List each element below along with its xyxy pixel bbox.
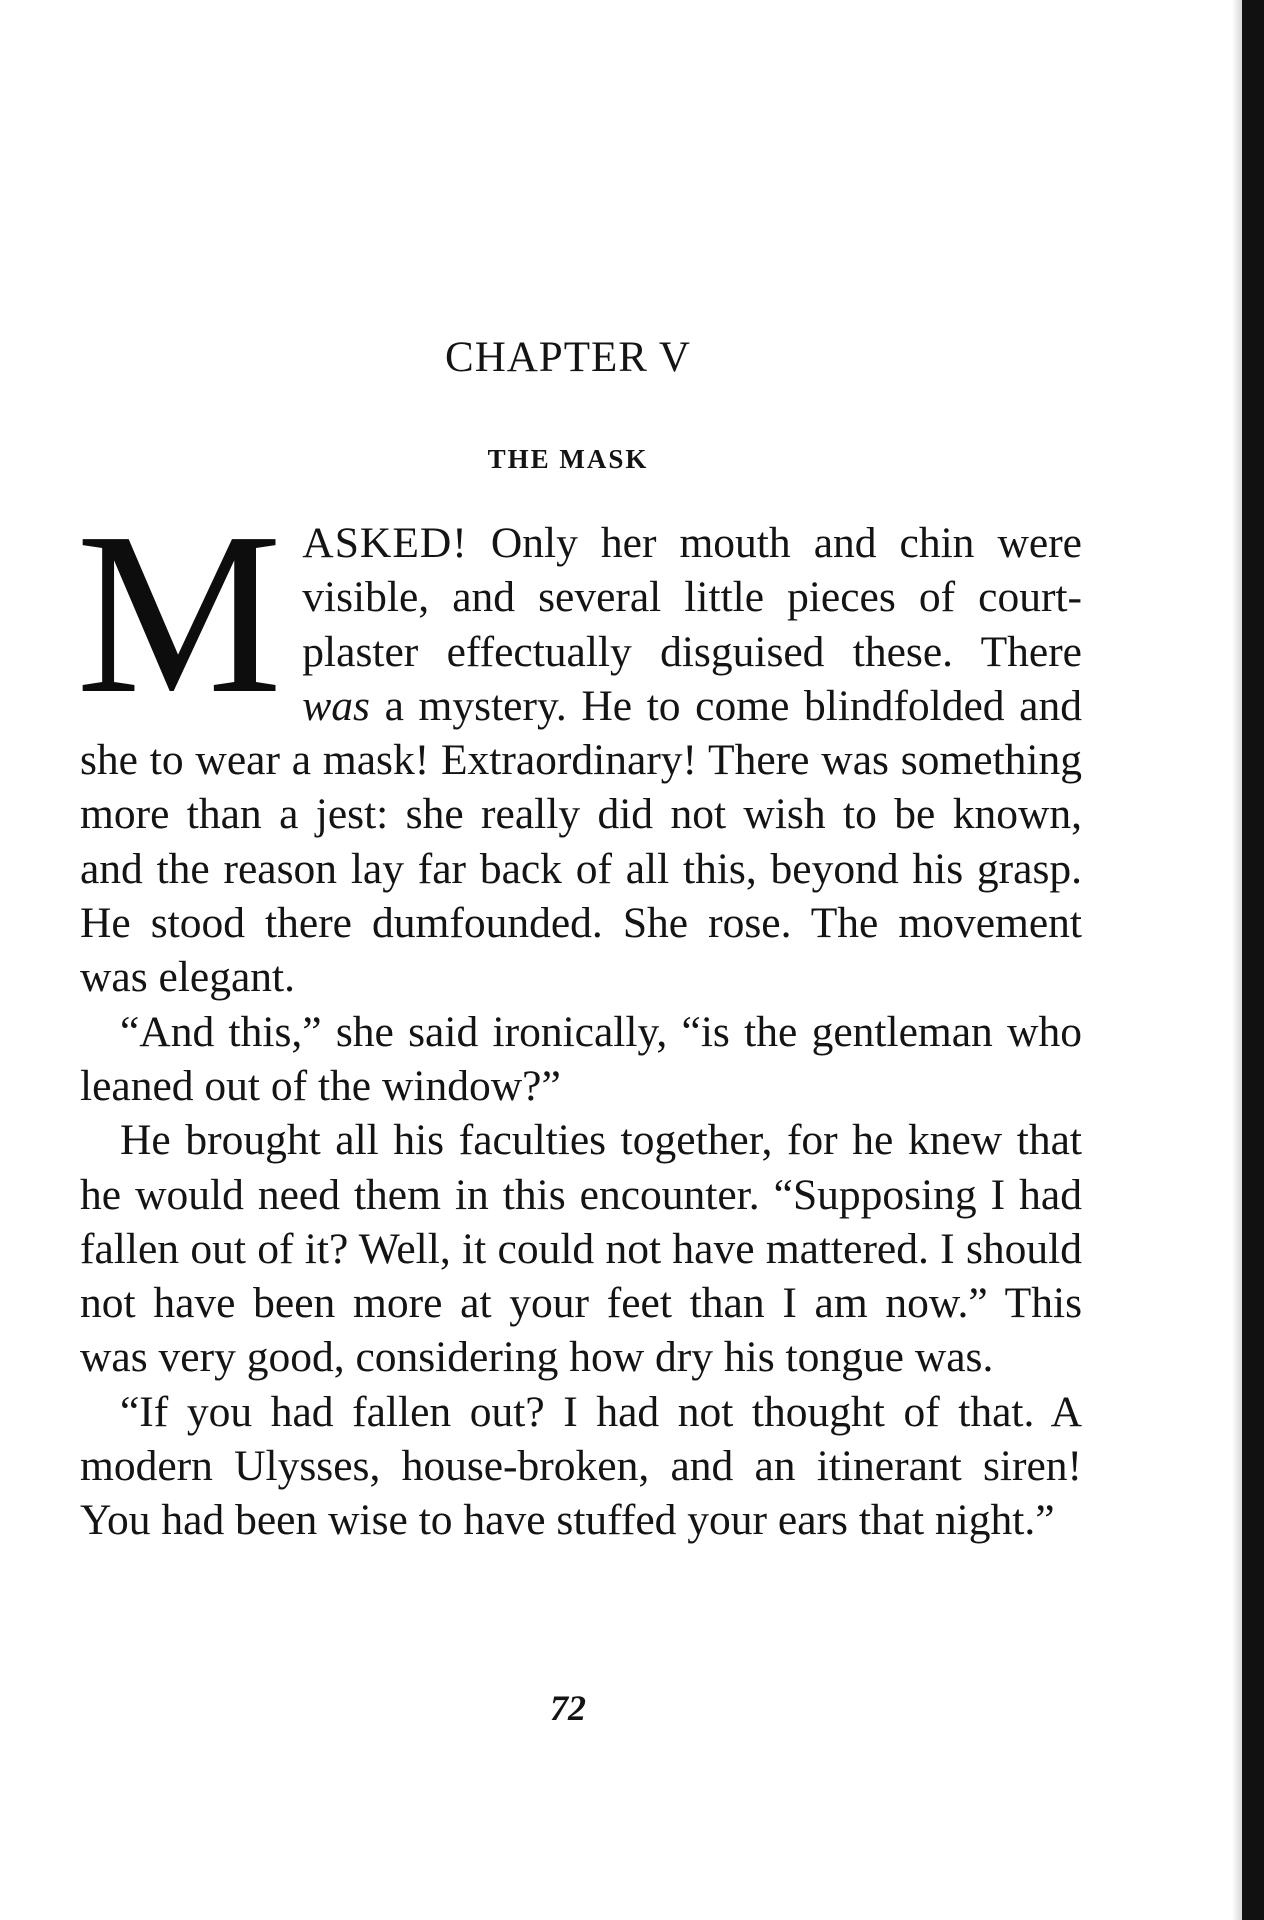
page-edge-shadow bbox=[1232, 0, 1242, 1920]
page-number: 72 bbox=[550, 1688, 586, 1728]
drop-cap: M bbox=[76, 485, 283, 742]
paragraph-3: He brought all his faculties together, for he knew that he would need them in this encounter. “Supposing I had fallen out of it? Well, it could not have mattered. I should not have been more at your feet than I am now.” This was very good, considering how dry his tongue was. bbox=[80, 1116, 1082, 1382]
paragraph-text: Only her mouth and chin were visible, and several little pieces of court-plaster effectually disguised these. There bbox=[302, 519, 1082, 676]
binding-edge bbox=[1242, 0, 1264, 1920]
paragraph-2: “And this,” she said ironically, “is the gentleman who leaned out of the window?” bbox=[80, 1007, 1082, 1110]
italic-word: was bbox=[302, 681, 370, 730]
paragraph-1 bbox=[76, 485, 1082, 1005]
paragraph-lead-word: ASKED! bbox=[302, 519, 468, 567]
chapter-heading: CHAPTER V bbox=[445, 334, 691, 381]
paragraph-text: a mystery. He to come blindfolded and she to wear a mask! Extraordinary! There was something more than a jest: she really did not wish to be known, and the reason lay far back of all this, beyond his grasp. He stood there dumfounded. She rose. The movement was elegant. bbox=[80, 681, 1082, 1002]
chapter-subtitle: THE MASK bbox=[487, 444, 649, 474]
paragraph-4: “If you had fallen out? I had not thought of that. A modern Ulysses, house-broken, and an itinerant siren! You had been wise to have stuffed your ears that night.” bbox=[80, 1387, 1082, 1545]
body-text bbox=[76, 485, 1082, 1548]
